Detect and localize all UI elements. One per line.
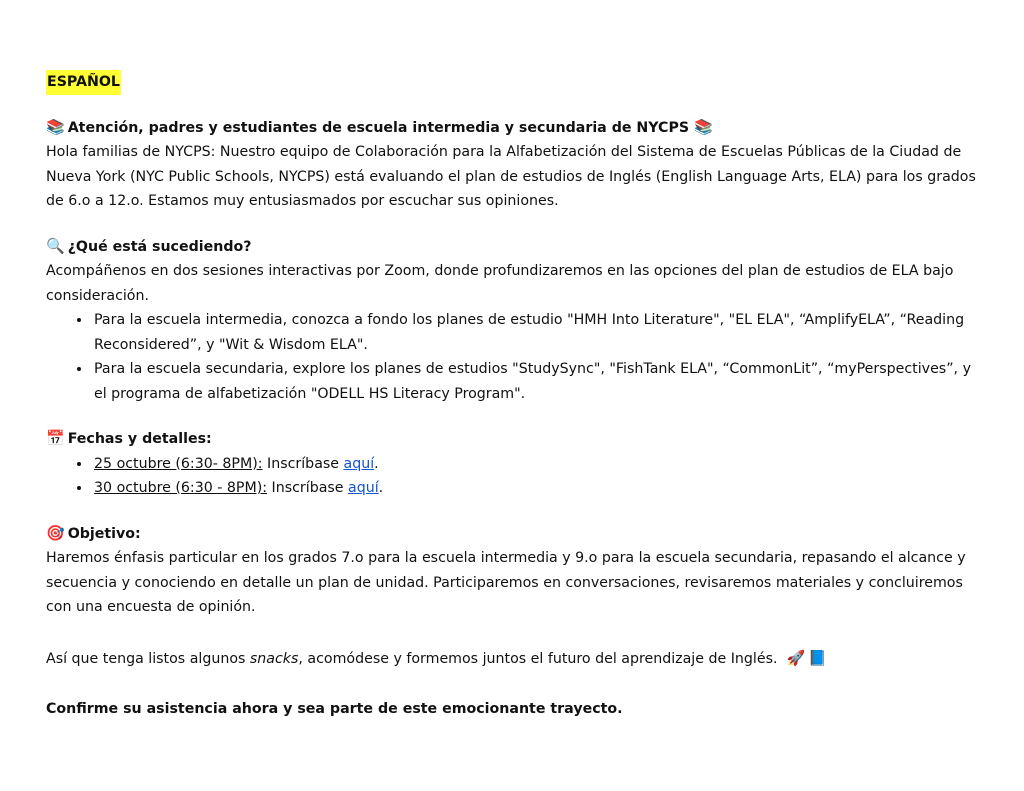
objective-title-line — [46, 521, 984, 547]
dates-title-line — [46, 426, 984, 452]
register-text: Inscríbase — [262, 455, 344, 472]
list-item: • Para la escuela intermedia, conozca a fondo los planes de estudio "HMH Into Literature", "EL ELA", “AmplifyELA”, “Reading Reconsidered”, y "Wit & Wisdom ELA". — [92, 308, 984, 357]
closing-paragraph — [46, 646, 984, 672]
blue-book-icon: 📘 — [808, 648, 827, 667]
list-item — [92, 452, 984, 477]
objective-paragraph: Haremos énfasis particular en los grados 7.o para la escuela intermedia y 9.o para la escuela secundaria, repasando el alcance y secuencia y conociendo en detalle un plan de unidad. Participaremos en conversaciones, revisaremos materiales y concluiremos con una encuesta de opinión. — [46, 550, 966, 615]
punctuation: . — [378, 480, 384, 496]
calendar-icon: 📅 — [46, 429, 65, 447]
intro-title: Atención, padres y estudiantes de escuela intermedia y secundaria de NYCPS — [67, 119, 690, 136]
whats-happening-title: ¿Qué está sucediendo? — [67, 238, 252, 255]
intro-title-line — [46, 115, 984, 141]
call-to-action: Confirme su asistencia ahora y sea parte de este emocionante trayecto. — [46, 701, 623, 717]
closing-emphasis: snacks — [249, 650, 299, 667]
books-icon: 📚 — [46, 117, 65, 136]
language-heading: ESPAÑOL — [46, 70, 121, 95]
punctuation: . — [374, 455, 379, 472]
register-text: Inscríbase — [267, 480, 349, 496]
register-link[interactable]: aquí — [348, 480, 379, 496]
list-item: • Para la escuela secundaria, explore los planes de estudios "StudySync", "FishTank ELA", “CommonLit”, “myPerspectives”, y el programa de alfabetización "ODELL HS Literacy Program". — [92, 357, 984, 406]
whats-happening-paragraph: Acompáñenos en dos sesiones interactivas por Zoom, donde profundizaremos en las opciones del plan de estudios de ELA bajo consideración. — [46, 263, 954, 304]
dates-title: Fechas y detalles: — [67, 431, 212, 447]
session-date: 25 octubre (6:30- 8PM): — [94, 455, 263, 472]
target-icon: 🎯 — [46, 523, 65, 542]
magnifying-glass-icon: 🔍 — [46, 236, 65, 255]
closing-text-end: , acomódese y formemos juntos el futuro del aprendizaje de Inglés. — [298, 650, 778, 667]
curriculum-list — [46, 308, 984, 406]
objective-title: Objetivo: — [67, 525, 141, 542]
intro-paragraph: Hola familias de NYCPS: Nuestro equipo de Colaboración para la Alfabetización del Sistema de Escuelas Públicas de la Ciudad de Nueva York (NYC Public Schools, NYCPS) está evaluando el plan de estudios de Inglés (English Language Arts, ELA) para los grados de 6.o a 12.o. Estamos muy entusiasmados por escuchar sus opiniones. — [46, 144, 976, 209]
register-link[interactable]: aquí — [343, 455, 375, 472]
session-date: 30 octubre (6:30 - 8PM): — [94, 480, 268, 496]
list-item — [92, 476, 984, 501]
rocket-icon: 🚀 — [786, 648, 806, 667]
dates-list — [46, 452, 984, 501]
whats-happening-title-line — [46, 234, 984, 260]
books-icon: 📚 — [694, 117, 713, 136]
closing-text-start: Así que tenga listos algunos — [46, 650, 250, 667]
